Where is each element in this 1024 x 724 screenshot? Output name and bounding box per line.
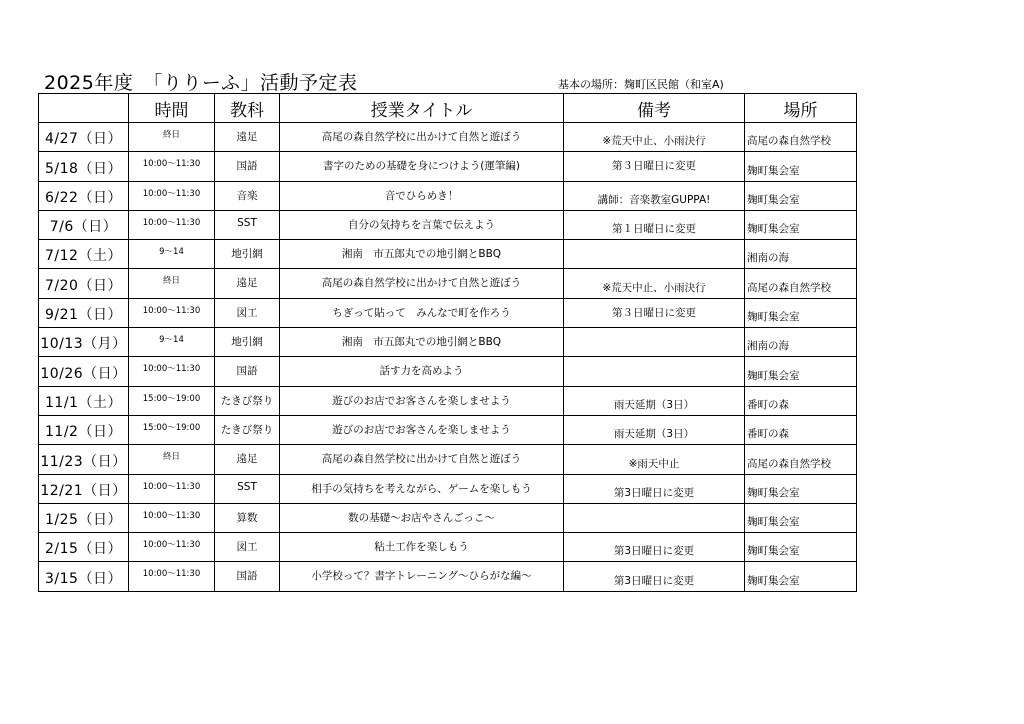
header-subject: 教科 <box>215 94 280 123</box>
note-cell: 第３日曜日に変更 <box>564 152 745 181</box>
table-row <box>39 503 857 532</box>
schedule-table <box>38 93 857 592</box>
date-cell: 11/23（日） <box>39 445 129 474</box>
lesson-cell: 湘南 市五郎丸での地引網とBBQ <box>280 328 564 357</box>
time-cell: 10:00～11:30 <box>129 562 215 591</box>
place-cell: 麹町集会室 <box>745 533 857 562</box>
time-cell: 10:00～11:30 <box>129 210 215 239</box>
note-cell: 雨天延期（3日） <box>564 415 745 444</box>
subject-cell: 国語 <box>215 152 280 181</box>
lesson-cell: 音でひらめき！ <box>280 181 564 210</box>
place-cell: 高尾の森自然学校 <box>745 123 857 152</box>
lesson-cell: 小学校って？書字トレーニング～ひらがな編～ <box>280 562 564 591</box>
time-cell: 終日 <box>129 445 215 474</box>
place-cell: 高尾の森自然学校 <box>745 445 857 474</box>
lesson-cell: 数の基礎～お店やさんごっこ～ <box>280 503 564 532</box>
note-cell: 第３日曜日に変更 <box>564 298 745 327</box>
note-cell <box>564 357 745 386</box>
table-row <box>39 415 857 444</box>
lesson-cell: 書字のための基礎を身につけよう(運筆編) <box>280 152 564 181</box>
subject-cell: 国語 <box>215 562 280 591</box>
table-row <box>39 357 857 386</box>
date-cell: 4/27（日） <box>39 123 129 152</box>
subject-cell: 国語 <box>215 357 280 386</box>
subject-cell: SST <box>215 210 280 239</box>
subject-cell: SST <box>215 474 280 503</box>
note-cell: ※雨天中止 <box>564 445 745 474</box>
table-row <box>39 562 857 591</box>
lesson-cell: 湘南 市五郎丸での地引網とBBQ <box>280 240 564 269</box>
note-cell: ※荒天中止、小雨決行 <box>564 123 745 152</box>
date-cell: 11/2（日） <box>39 415 129 444</box>
lesson-cell: 高尾の森自然学校に出かけて自然と遊ぼう <box>280 445 564 474</box>
date-cell: 5/18（日） <box>39 152 129 181</box>
time-cell: 10:00～11:30 <box>129 181 215 210</box>
time-cell: 10:00～11:30 <box>129 503 215 532</box>
date-cell: 7/12（土） <box>39 240 129 269</box>
note-cell: 雨天延期（3日） <box>564 386 745 415</box>
lesson-cell: 粘土工作を楽しもう <box>280 533 564 562</box>
header-note: 備考 <box>564 94 745 123</box>
table-row <box>39 269 857 298</box>
place-cell: 麹町集会室 <box>745 562 857 591</box>
lesson-cell: 高尾の森自然学校に出かけて自然と遊ぼう <box>280 123 564 152</box>
note-cell <box>564 240 745 269</box>
place-cell: 麹町集会室 <box>745 503 857 532</box>
subject-cell: 地引網 <box>215 240 280 269</box>
table-row <box>39 210 857 239</box>
time-cell: 10:00～11:30 <box>129 298 215 327</box>
table-row <box>39 533 857 562</box>
subject-cell: 算数 <box>215 503 280 532</box>
lesson-cell: 話す力を高めよう <box>280 357 564 386</box>
table-row <box>39 123 857 152</box>
place-cell: 高尾の森自然学校 <box>745 269 857 298</box>
time-cell: 15:00～19:00 <box>129 415 215 444</box>
note-cell: 第3日曜日に変更 <box>564 533 745 562</box>
subject-cell: 図工 <box>215 298 280 327</box>
table-row <box>39 181 857 210</box>
table-header-row <box>39 94 857 123</box>
lesson-cell: 遊びのお店でお客さんを楽しませよう <box>280 386 564 415</box>
table-row <box>39 474 857 503</box>
place-cell: 番町の森 <box>745 415 857 444</box>
lesson-cell: 相手の気持ちを考えながら、ゲームを楽しもう <box>280 474 564 503</box>
header-time: 時間 <box>129 94 215 123</box>
place-cell: 湘南の海 <box>745 240 857 269</box>
time-cell: 10:00～11:30 <box>129 357 215 386</box>
lesson-cell: 遊びのお店でお客さんを楽しませよう <box>280 415 564 444</box>
subject-cell: 図工 <box>215 533 280 562</box>
table-row <box>39 298 857 327</box>
date-cell: 6/22（日） <box>39 181 129 210</box>
note-cell: 第１日曜日に変更 <box>564 210 745 239</box>
place-cell: 麹町集会室 <box>745 181 857 210</box>
lesson-cell: 高尾の森自然学校に出かけて自然と遊ぼう <box>280 269 564 298</box>
table-row <box>39 445 857 474</box>
note-cell <box>564 328 745 357</box>
lesson-cell: ちぎって貼って みんなで町を作ろう <box>280 298 564 327</box>
header-place: 場所 <box>745 94 857 123</box>
subject-cell: たきび祭り <box>215 386 280 415</box>
base-location: 基本の場所：麹町区民館（和室A) <box>558 78 724 91</box>
date-cell: 7/6（日） <box>39 210 129 239</box>
page-title: 2025年度 「りりーふ」活動予定表 <box>44 72 358 94</box>
place-cell: 麹町集会室 <box>745 474 857 503</box>
time-cell: 9～14 <box>129 328 215 357</box>
subject-cell: 地引網 <box>215 328 280 357</box>
schedule-body <box>39 123 857 592</box>
date-cell: 2/15（日） <box>39 533 129 562</box>
place-cell: 湘南の海 <box>745 328 857 357</box>
date-cell: 7/20（日） <box>39 269 129 298</box>
place-cell: 麹町集会室 <box>745 357 857 386</box>
time-cell: 10:00～11:30 <box>129 474 215 503</box>
table-row <box>39 152 857 181</box>
date-cell: 3/15（日） <box>39 562 129 591</box>
date-cell: 9/21（日） <box>39 298 129 327</box>
date-cell: 11/1（土） <box>39 386 129 415</box>
place-cell: 番町の森 <box>745 386 857 415</box>
time-cell: 10:00～11:30 <box>129 533 215 562</box>
subject-cell: 音楽 <box>215 181 280 210</box>
note-cell: 講師：音楽教室GUPPA! <box>564 181 745 210</box>
date-cell: 10/26（日） <box>39 357 129 386</box>
time-cell: 9～14 <box>129 240 215 269</box>
date-cell: 10/13（月） <box>39 328 129 357</box>
time-cell: 15:00～19:00 <box>129 386 215 415</box>
lesson-cell: 自分の気持ちを言葉で伝えよう <box>280 210 564 239</box>
date-cell: 12/21（日） <box>39 474 129 503</box>
date-cell: 1/25（日） <box>39 503 129 532</box>
note-cell: ※荒天中止、小雨決行 <box>564 269 745 298</box>
table-row <box>39 328 857 357</box>
note-cell: 第3日曜日に変更 <box>564 474 745 503</box>
time-cell: 終日 <box>129 269 215 298</box>
subject-cell: 遠足 <box>215 123 280 152</box>
place-cell: 麹町集会室 <box>745 152 857 181</box>
subject-cell: 遠足 <box>215 445 280 474</box>
subject-cell: たきび祭り <box>215 415 280 444</box>
note-cell <box>564 503 745 532</box>
note-cell: 第3日曜日に変更 <box>564 562 745 591</box>
place-cell: 麹町集会室 <box>745 210 857 239</box>
time-cell: 終日 <box>129 123 215 152</box>
table-row <box>39 386 857 415</box>
place-cell: 麹町集会室 <box>745 298 857 327</box>
table-row <box>39 240 857 269</box>
subject-cell: 遠足 <box>215 269 280 298</box>
time-cell: 10:00～11:30 <box>129 152 215 181</box>
header-lesson-title: 授業タイトル <box>280 94 564 123</box>
header-date <box>39 94 129 123</box>
